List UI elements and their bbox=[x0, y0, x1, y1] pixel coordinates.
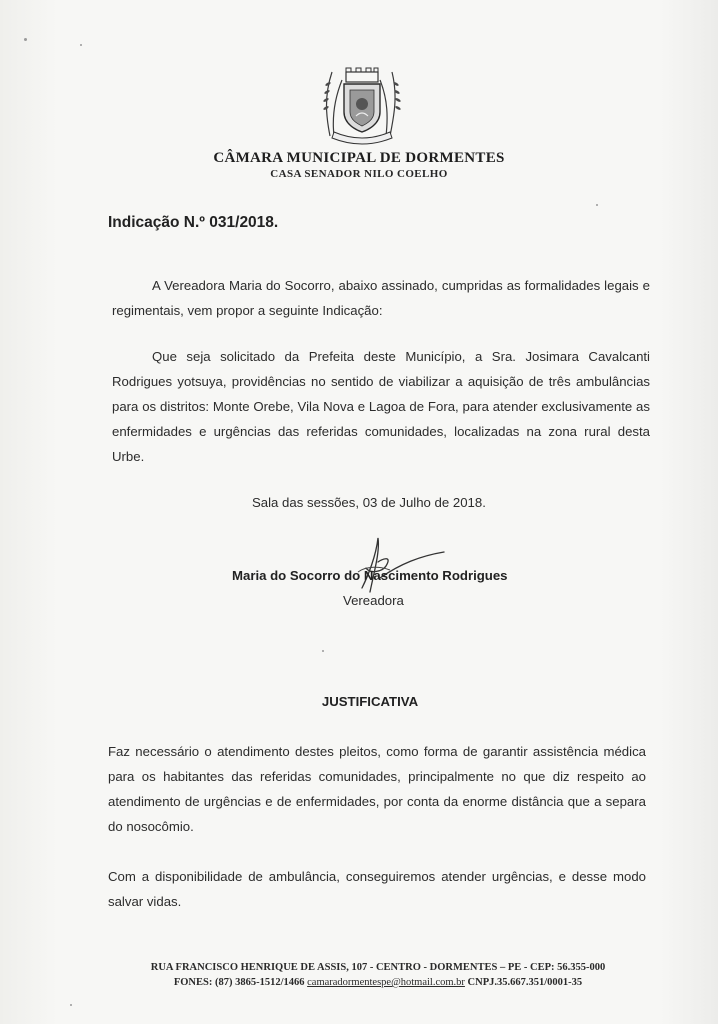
paragraph-request-text: Que seja solicitado da Prefeita deste Município, a Sra. Josimara Cavalcanti Rodrigues yotsuya, providências no sentido de viabilizar a aquisição de três ambulâncias para os distritos: Monte Orebe, Vila Nova e Lagoa de Fora, para atender exclusivamente as enfermidades e urgências das referidas comunidades, localizadas na zona rural desta Urbe. bbox=[112, 349, 650, 464]
footer-cnpj: CNPJ.35.667.351/0001-35 bbox=[467, 977, 583, 988]
scan-speck bbox=[80, 44, 82, 46]
document-title: Indicação N.º 031/2018. bbox=[108, 214, 279, 231]
place-and-date: Sala das sessões, 03 de Julho de 2018. bbox=[252, 495, 486, 510]
footer-email-link[interactable]: camaradormentespe@hotmail.com.br bbox=[307, 977, 465, 988]
footer-contacts bbox=[0, 977, 718, 988]
organization-subtitle: CASA SENADOR NILO COELHO bbox=[270, 168, 448, 180]
footer-phones: FONES: (87) 3865-1512/1466 bbox=[173, 977, 305, 988]
scan-speck bbox=[70, 1004, 72, 1006]
justification-paragraph-2: Com a disponibilidade de ambulância, conseguiremos atender urgências, e desse modo salvar vidas. bbox=[108, 869, 646, 909]
footer-address: RUA FRANCISCO HENRIQUE DE ASSIS, 107 - CENTRO - DORMENTES – PE - CEP: 56.355-000 bbox=[150, 962, 606, 973]
municipal-crest-logo bbox=[312, 66, 412, 146]
signer-role: Vereadora bbox=[343, 593, 404, 608]
signer-name: Maria do Socorro do Nascimento Rodrigues bbox=[232, 568, 508, 583]
scan-speck bbox=[322, 650, 324, 652]
justification-paragraph-1: Faz necessário o atendimento destes pleitos, como forma de garantir assistência médica para os habitantes das referidas comunidades, principalmente no que diz respeito ao atendimento de urgências e de enfermidades, por conta da enorme distância que a separa do nosocômio. bbox=[108, 744, 646, 834]
scan-speck bbox=[24, 38, 27, 41]
paragraph-request bbox=[112, 344, 650, 469]
paragraph-proposal bbox=[112, 273, 650, 323]
paragraph-proposal-text: A Vereadora Maria do Socorro, abaixo assinado, cumpridas as formalidades legais e regimentais, vem propor a seguinte Indicação: bbox=[112, 278, 650, 318]
scan-speck bbox=[596, 204, 598, 206]
justification-title: JUSTIFICATIVA bbox=[321, 694, 419, 709]
organization-name: CÂMARA MUNICIPAL DE DORMENTES bbox=[213, 150, 505, 166]
